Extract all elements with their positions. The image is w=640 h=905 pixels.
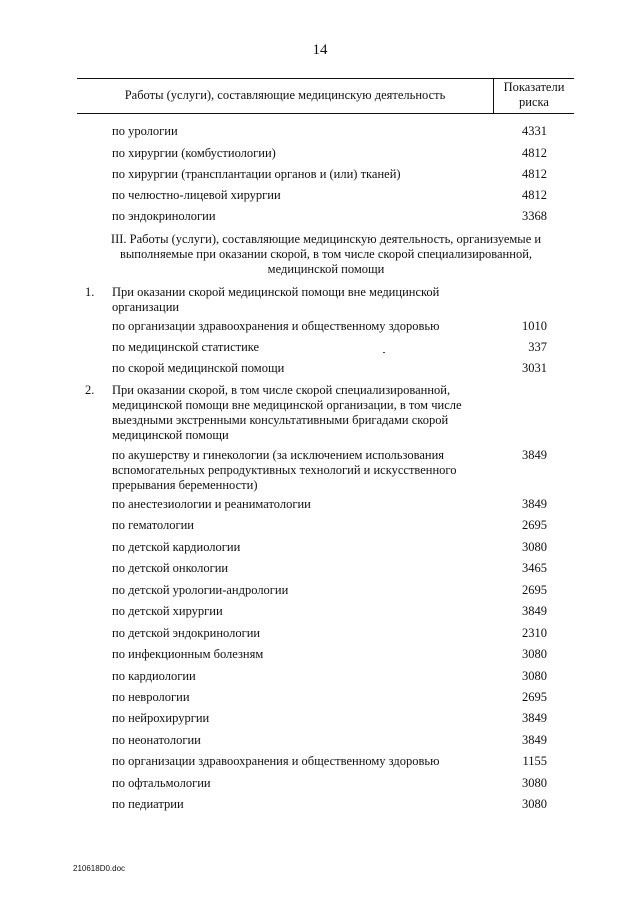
- row-risk-value: 4812: [522, 146, 547, 160]
- row-label: по педиатрии: [112, 797, 184, 811]
- row-label: по детской онкологии: [112, 561, 229, 575]
- row-label: по неонатологии: [112, 733, 201, 747]
- row-risk-value: 3080: [522, 540, 547, 554]
- row-risk-value: 2695: [522, 518, 547, 532]
- row-risk-value: 4812: [522, 167, 547, 181]
- row-label: по челюстно-лицевой хирургии: [112, 188, 281, 202]
- row-risk-value: 3080: [522, 797, 547, 811]
- row-risk-value: 3368: [522, 209, 547, 223]
- row-risk-value: 3849: [522, 448, 547, 462]
- scan-artifact: [383, 352, 385, 353]
- row-label: по детской кардиологии: [112, 540, 241, 554]
- group-number: 2.: [85, 383, 95, 397]
- group-heading-text: При оказании скорой медицинской помощи вне медицинской организации: [112, 285, 440, 314]
- page-number: 14: [312, 42, 328, 58]
- row-risk-value: 2310: [522, 626, 547, 640]
- row-risk-value: 3465: [522, 561, 547, 575]
- row-risk-value: 1010: [522, 319, 547, 333]
- row-label: по офтальмологии: [112, 776, 211, 790]
- row-risk-value: 3849: [522, 604, 547, 618]
- row-risk-value: 3849: [522, 733, 547, 747]
- row-risk-value: 4812: [522, 188, 547, 202]
- row-label: по детской эндокринологии: [112, 626, 261, 640]
- row-label: по инфекционным болезням: [112, 647, 264, 661]
- row-label: по кардиологии: [112, 669, 196, 683]
- table-header-activity: Работы (услуги), составляющие медицинскую деятельность: [124, 88, 446, 102]
- row-risk-value: 4331: [522, 124, 547, 138]
- row-label: по акушерству и гинекологии (за исключением использования вспомогательных репродуктивных технологий и искусственного прерывания беременности): [112, 448, 457, 492]
- row-risk-value: 2695: [522, 583, 547, 597]
- row-label: по скорой медицинской помощи: [112, 361, 285, 375]
- row-risk-value: 1155: [522, 754, 547, 768]
- row-risk-value: 2695: [522, 690, 547, 704]
- row-risk-value: 3849: [522, 711, 547, 725]
- section-title: III. Работы (услуги), составляющие медицинскую деятельность, организуемые и выполняемые при оказании скорой, в том числе скорой специализированной, медицинской помощи: [110, 232, 542, 276]
- row-label: по организации здравоохранения и общественному здоровью: [112, 754, 440, 768]
- row-risk-value: 3849: [522, 497, 547, 511]
- row-label: по эндокринологии: [112, 209, 216, 223]
- row-label: по урологии: [112, 124, 178, 138]
- row-label: по хирургии (комбустиологии): [112, 146, 276, 160]
- row-label: по организации здравоохранения и общественному здоровью: [112, 319, 440, 333]
- row-label: по хирургии (трансплантации органов и (или) тканей): [112, 167, 401, 181]
- table-header-risk: Показатели риска: [503, 80, 565, 109]
- row-label: по детской хирургии: [112, 604, 223, 618]
- group-number: 1.: [85, 285, 95, 299]
- group-heading-text: При оказании скорой, в том числе скорой специализированной, медицинской помощи вне медицинской организации, в том числе выездными экстренными консультативными бригадами скорой медицинской помощи: [112, 383, 462, 442]
- table-header-bottom-rule: [77, 113, 574, 114]
- table-header-top-rule: [77, 78, 574, 79]
- row-label: по детской урологии-андрологии: [112, 583, 289, 597]
- row-risk-value: 3080: [522, 776, 547, 790]
- footer-filename: 210618D0.doc: [73, 864, 126, 873]
- row-risk-value: 337: [528, 340, 547, 354]
- row-risk-value: 3031: [522, 361, 547, 375]
- row-label: по гематологии: [112, 518, 195, 532]
- row-label: по анестезиологии и реаниматологии: [112, 497, 311, 511]
- row-risk-value: 3080: [522, 647, 547, 661]
- row-label: по неврологии: [112, 690, 190, 704]
- row-label: по медицинской статистике: [112, 340, 260, 354]
- row-risk-value: 3080: [522, 669, 547, 683]
- row-label: по нейрохирургии: [112, 711, 210, 725]
